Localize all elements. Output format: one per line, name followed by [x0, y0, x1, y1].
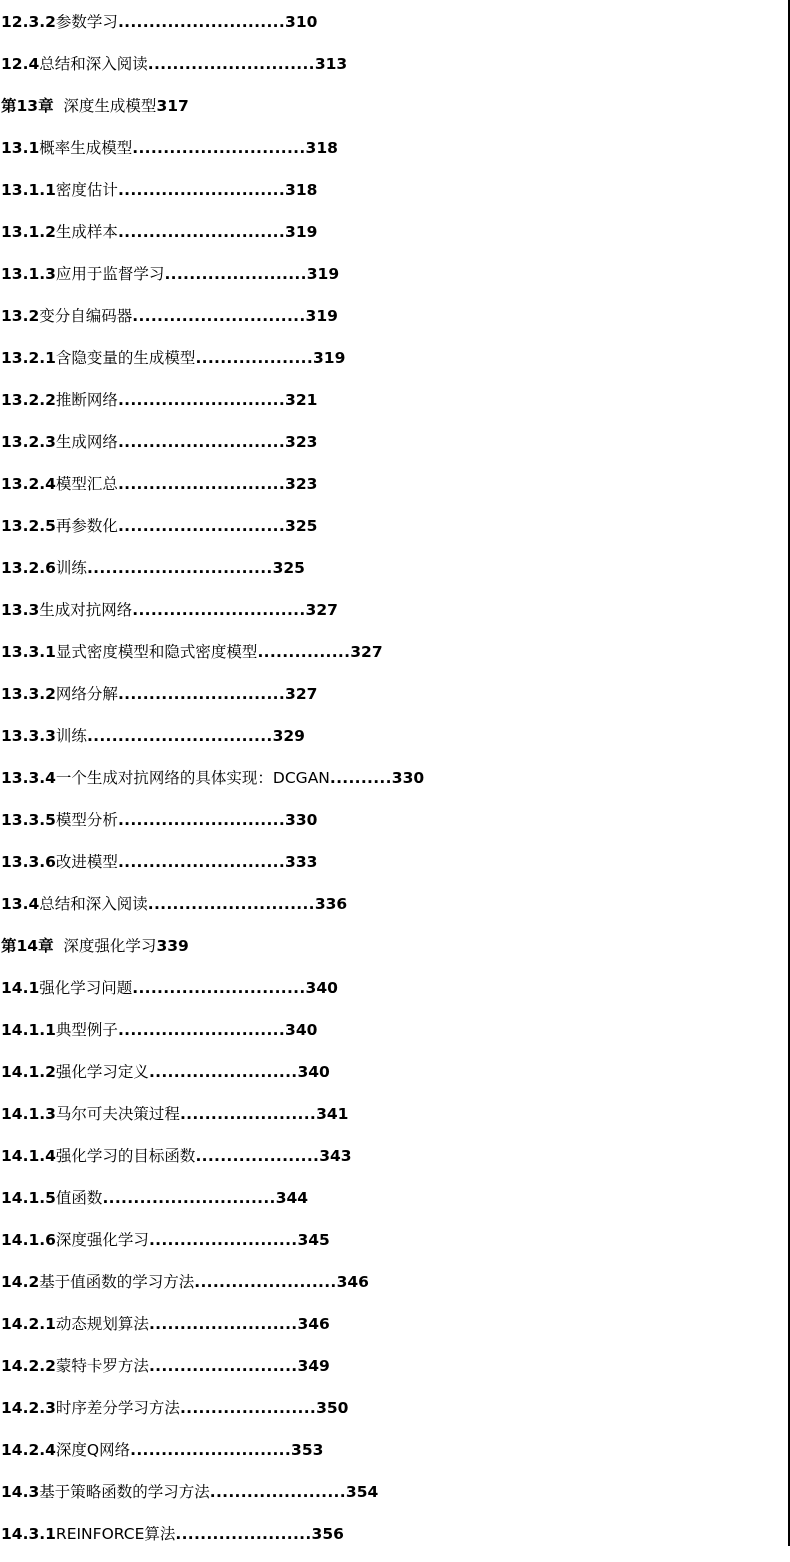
section-title: 变分自编码器 — [39, 307, 133, 325]
section-number: 14.1.2 — [1, 1063, 56, 1081]
section-number: 14.1.1 — [1, 1021, 56, 1039]
section-number: 13.3.5 — [1, 811, 56, 829]
dot-leader: ...................... — [179, 1105, 317, 1123]
page-number: 319 — [285, 223, 318, 241]
toc-entry — [1, 1310, 424, 1352]
section-number: 12.4 — [1, 55, 40, 73]
section-number: 第13章 — [1, 97, 54, 115]
section-title: 密度估计 — [55, 181, 118, 199]
section-title: 强化学习定义 — [55, 1063, 149, 1081]
page-number: 313 — [314, 55, 348, 73]
page-number: 317 — [156, 97, 189, 115]
section-number: 13.3 — [1, 601, 40, 619]
page-number: 329 — [272, 727, 305, 745]
section-title: 强化学习的目标函数 — [55, 1147, 196, 1165]
toc-entry — [1, 1100, 424, 1142]
dot-leader: ........................... — [117, 13, 286, 31]
section-number: 14.2.2 — [1, 1357, 56, 1375]
toc-entry — [1, 890, 424, 932]
section-title: REINFORCE算法 — [55, 1525, 176, 1543]
section-number: 13.1.1 — [1, 181, 56, 199]
toc-entry — [1, 1016, 424, 1058]
dot-leader: ........................... — [117, 1021, 286, 1039]
section-title: 再参数化 — [55, 517, 118, 535]
section-title: 训练 — [55, 559, 87, 577]
section-number: 13.2.3 — [1, 433, 56, 451]
section-number: 14.1.3 — [1, 1105, 56, 1123]
dot-leader: ............................ — [102, 1189, 276, 1207]
dot-leader: ........................... — [117, 433, 286, 451]
dot-leader: ............................ — [132, 601, 306, 619]
section-title: 深度强化学习 — [55, 1231, 149, 1249]
toc-entry — [1, 554, 424, 596]
section-number: 13.2.2 — [1, 391, 56, 409]
section-title: 动态规划算法 — [55, 1315, 149, 1333]
section-title: 基于策略函数的学习方法 — [39, 1483, 210, 1501]
section-number: 14.3 — [1, 1483, 40, 1501]
page-number: 323 — [285, 433, 318, 451]
page-number: 318 — [285, 181, 318, 199]
page-number: 350 — [316, 1399, 349, 1417]
page-number: 321 — [285, 391, 318, 409]
dot-leader: ........................... — [117, 223, 286, 241]
page-number: 330 — [391, 769, 425, 787]
section-number: 13.3.1 — [1, 643, 56, 661]
dot-leader: ............... — [257, 643, 351, 661]
toc-entry — [1, 596, 424, 638]
dot-leader: .......... — [329, 769, 392, 787]
section-title: 总结和深入阅读 — [39, 55, 148, 73]
section-number: 13.3.4 — [1, 769, 56, 787]
page-number: 323 — [285, 475, 318, 493]
section-title: 改进模型 — [55, 853, 118, 871]
page-number: 353 — [291, 1441, 324, 1459]
toc-entry — [1, 1226, 424, 1268]
section-title: 模型分析 — [55, 811, 118, 829]
toc-entry — [1, 1436, 424, 1478]
toc-entry — [1, 722, 424, 764]
section-title: 网络分解 — [55, 685, 118, 703]
section-number: 14.1.5 — [1, 1189, 56, 1207]
toc-entry — [1, 806, 424, 848]
section-title: 推断网络 — [55, 391, 118, 409]
toc-entry — [1, 1394, 424, 1436]
toc-entry — [1, 932, 424, 974]
page-number: 345 — [297, 1231, 330, 1249]
dot-leader: ........................... — [117, 811, 286, 829]
toc-entry — [1, 218, 424, 260]
toc-entry — [1, 680, 424, 722]
toc-entry — [1, 974, 424, 1016]
dot-leader: ........................... — [117, 181, 286, 199]
toc-entry — [1, 1478, 424, 1520]
dot-leader: ................... — [195, 349, 314, 367]
page-number: 354 — [345, 1483, 379, 1501]
page-number: 327 — [350, 643, 383, 661]
toc-entry — [1, 302, 424, 344]
section-title: 总结和深入阅读 — [39, 895, 148, 913]
dot-leader: ....................... — [164, 265, 307, 283]
page-number: 319 — [313, 349, 346, 367]
section-number: 14.2.3 — [1, 1399, 56, 1417]
toc-entry — [1, 428, 424, 470]
section-title: 马尔可夫决策过程 — [55, 1105, 180, 1123]
section-number: 13.1.3 — [1, 265, 56, 283]
section-number: 13.3.3 — [1, 727, 56, 745]
section-number: 14.3.1 — [1, 1525, 56, 1543]
section-number: 13.1 — [1, 139, 40, 157]
section-number: 13.3.2 — [1, 685, 56, 703]
section-title: 应用于监督学习 — [55, 265, 165, 283]
section-number: 13.1.2 — [1, 223, 56, 241]
dot-leader: ........................ — [148, 1315, 298, 1333]
section-title: 基于值函数的学习方法 — [39, 1273, 195, 1291]
dot-leader: ........................... — [117, 517, 286, 535]
dot-leader: ........................ — [148, 1357, 298, 1375]
toc-entry — [1, 1142, 424, 1184]
page-number: 340 — [305, 979, 338, 997]
section-number: 14.2 — [1, 1273, 40, 1291]
toc-entry — [1, 344, 424, 386]
section-number: 13.3.6 — [1, 853, 56, 871]
section-number: 14.1 — [1, 979, 40, 997]
section-title: 深度生成模型 — [53, 97, 157, 115]
section-title: 生成对抗网络 — [39, 601, 133, 619]
page-number: 346 — [297, 1315, 330, 1333]
page-number: 340 — [285, 1021, 318, 1039]
dot-leader: ........................... — [117, 391, 286, 409]
toc-entry — [1, 92, 424, 134]
dot-leader: ............................ — [132, 139, 306, 157]
dot-leader: ........................... — [117, 853, 286, 871]
toc-entry — [1, 848, 424, 890]
toc-entry — [1, 386, 424, 428]
section-number: 14.2.4 — [1, 1441, 56, 1459]
toc-entry — [1, 470, 424, 512]
page-number: 340 — [297, 1063, 330, 1081]
dot-leader: ...................... — [209, 1483, 346, 1501]
section-title: 深度Q网络 — [55, 1441, 131, 1459]
page-number: 349 — [297, 1357, 330, 1375]
toc-entry — [1, 1520, 424, 1562]
section-title: 参数学习 — [55, 13, 118, 31]
section-number: 13.2.1 — [1, 349, 56, 367]
dot-leader: .................... — [195, 1147, 320, 1165]
toc-entry — [1, 512, 424, 554]
dot-leader: ....................... — [194, 1273, 337, 1291]
page-number: 336 — [314, 895, 348, 913]
toc-entry — [1, 134, 424, 176]
page-number: 325 — [285, 517, 318, 535]
page-number: 310 — [285, 13, 318, 31]
section-number: 13.2.4 — [1, 475, 56, 493]
dot-leader: ........................... — [117, 685, 286, 703]
section-title: 模型汇总 — [55, 475, 118, 493]
section-number: 13.2.6 — [1, 559, 56, 577]
section-title: 生成网络 — [55, 433, 118, 451]
section-title: 蒙特卡罗方法 — [55, 1357, 149, 1375]
section-number: 14.2.1 — [1, 1315, 56, 1333]
dot-leader: ............................ — [132, 307, 306, 325]
toc-entry — [1, 1352, 424, 1394]
page-number: 339 — [156, 937, 189, 955]
page-number: 333 — [285, 853, 318, 871]
section-number: 第14章 — [1, 937, 54, 955]
dot-leader: .......................... — [130, 1441, 292, 1459]
section-title: 概率生成模型 — [39, 139, 133, 157]
dot-leader: ........................... — [147, 55, 315, 73]
page-number: 319 — [305, 307, 338, 325]
page-number: 344 — [275, 1189, 309, 1207]
toc-entry — [1, 1268, 424, 1310]
toc-entry — [1, 50, 424, 92]
page-number: 318 — [305, 139, 338, 157]
section-number: 12.3.2 — [1, 13, 56, 31]
section-title: 训练 — [55, 727, 87, 745]
toc-entry — [1, 8, 424, 50]
dot-leader: ........................... — [147, 895, 315, 913]
section-title: 值函数 — [55, 1189, 103, 1207]
page-number: 327 — [285, 685, 318, 703]
page-number: 343 — [319, 1147, 352, 1165]
toc-entry — [1, 1058, 424, 1100]
page-number: 325 — [272, 559, 305, 577]
page-number: 356 — [311, 1525, 344, 1543]
dot-leader: ........................... — [117, 475, 286, 493]
dot-leader: .............................. — [86, 559, 273, 577]
page-number: 327 — [305, 601, 338, 619]
page-number: 319 — [306, 265, 340, 283]
section-number: 14.1.4 — [1, 1147, 56, 1165]
toc-entry — [1, 764, 424, 806]
section-title: 生成样本 — [55, 223, 118, 241]
dot-leader: ............................ — [132, 979, 306, 997]
dot-leader: ...................... — [175, 1525, 312, 1543]
section-title: 时序差分学习方法 — [55, 1399, 180, 1417]
section-title: 一个生成对抗网络的具体实现：DCGAN — [55, 769, 330, 787]
page-number: 341 — [316, 1105, 349, 1123]
section-title: 含隐变量的生成模型 — [55, 349, 196, 367]
section-number: 14.1.6 — [1, 1231, 56, 1249]
toc-entry — [1, 1184, 424, 1226]
section-title: 强化学习问题 — [39, 979, 133, 997]
section-number: 13.4 — [1, 895, 40, 913]
section-title: 显式密度模型和隐式密度模型 — [55, 643, 258, 661]
toc-entry — [1, 176, 424, 218]
section-title: 典型例子 — [55, 1021, 118, 1039]
page-number: 330 — [285, 811, 318, 829]
dot-leader: ........................ — [148, 1231, 298, 1249]
section-number: 13.2 — [1, 307, 40, 325]
page-number: 346 — [336, 1273, 369, 1291]
toc-entry — [1, 260, 424, 302]
dot-leader: .............................. — [86, 727, 273, 745]
dot-leader: ........................ — [148, 1063, 298, 1081]
toc-entry — [1, 638, 424, 680]
table-of-contents — [1, 8, 424, 1562]
dot-leader: ...................... — [179, 1399, 317, 1417]
section-number: 13.2.5 — [1, 517, 56, 535]
section-title: 深度强化学习 — [53, 937, 157, 955]
